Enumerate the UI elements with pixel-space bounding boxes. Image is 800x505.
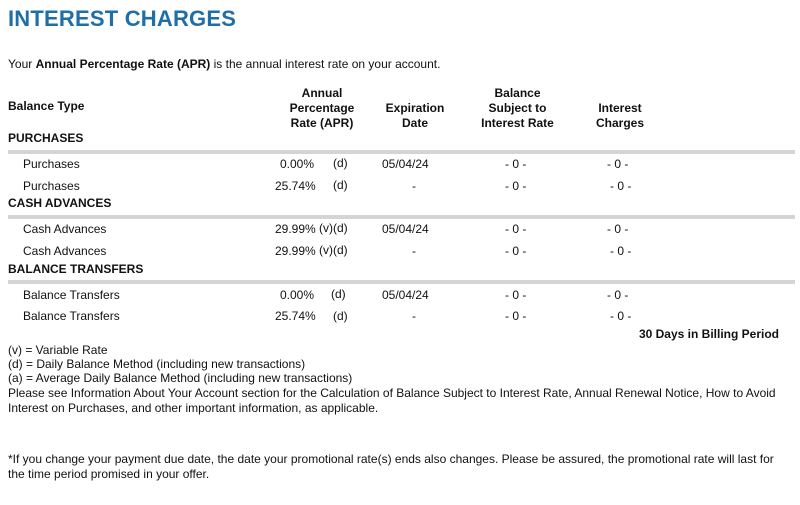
intro-post: is the annual interest rate on your account.	[210, 57, 441, 71]
expiration-date: 05/04/24	[382, 157, 429, 171]
apr-flag: (d)	[333, 156, 348, 170]
note-average-daily-balance: (a) = Average Daily Balance Method (including new transactions)	[8, 371, 353, 385]
apr-flag: (v)(d)	[319, 221, 348, 235]
apr-flag: (d)	[333, 309, 348, 323]
expiration-date: -	[412, 244, 416, 258]
expiration-date: -	[412, 179, 416, 193]
interest-charge: - 0 -	[607, 222, 629, 236]
balance-subject: - 0 -	[505, 157, 527, 171]
intro-pre: Your	[8, 57, 36, 71]
balance-subject: - 0 -	[505, 244, 527, 258]
interest-charge: - 0 -	[610, 309, 632, 323]
expiration-date: -	[412, 309, 416, 323]
header-int-line2: Charges	[595, 116, 645, 130]
apr-value: 0.00%	[280, 288, 315, 302]
header-exp-line1: Expiration	[385, 101, 445, 115]
balance-subject: - 0 -	[505, 309, 527, 323]
header-apr	[272, 86, 372, 131]
balance-subject: - 0 -	[505, 288, 527, 302]
note-promotional-rate: *If you change your payment due date, the date your promotional rate(s) ends also changes. Please be assured, the promotional rate will last for the time period promised in your offer.	[8, 452, 774, 481]
section-title-purchases: PURCHASES	[8, 131, 84, 145]
row-label: Balance Transfers	[23, 288, 120, 302]
apr-flag: (v)(d)	[319, 243, 348, 257]
header-balance-subject	[465, 86, 570, 131]
section-divider	[8, 150, 795, 154]
interest-charge: - 0 -	[607, 157, 629, 171]
interest-charge: - 0 -	[610, 244, 632, 258]
apr-value: 0.00%	[280, 157, 315, 171]
apr-value: 29.99%	[275, 244, 316, 258]
interest-charge: - 0 -	[610, 179, 632, 193]
section-title-cash-advances: CASH ADVANCES	[8, 196, 112, 210]
apr-value: 29.99%	[275, 222, 316, 236]
header-balance-type: Balance Type	[8, 99, 85, 113]
row-label: Cash Advances	[23, 244, 107, 258]
note-daily-balance: (d) = Daily Balance Method (including new transactions)	[8, 357, 306, 371]
header-expiration	[370, 101, 460, 131]
row-label: Cash Advances	[23, 222, 107, 236]
apr-flag: (d)	[333, 178, 348, 192]
note-information: Please see Information About Your Account section for the Calculation of Balance Subject to Interest Rate, Annual Renewal Notice, How to Avoid Interest on Purchases, and other important information, as applicable.	[8, 386, 776, 415]
section-divider	[8, 215, 795, 219]
apr-value: 25.74%	[275, 309, 316, 323]
expiration-date: 05/04/24	[382, 222, 429, 236]
section-title-balance-transfers: BALANCE TRANSFERS	[8, 262, 144, 276]
header-bal-line2: Subject to	[488, 101, 547, 115]
header-apr-line1: Annual	[301, 86, 343, 100]
balance-subject: - 0 -	[505, 222, 527, 236]
header-exp-line2: Date	[401, 116, 428, 130]
page-title: INTEREST CHARGES	[8, 6, 237, 31]
expiration-date: 05/04/24	[382, 288, 429, 302]
intro-bold: Annual Percentage Rate (APR)	[35, 57, 211, 71]
header-bal-line1: Balance	[494, 86, 541, 100]
note-variable-rate: (v) = Variable Rate	[8, 343, 108, 357]
apr-flag: (d)	[331, 287, 346, 301]
apr-value: 25.74%	[275, 179, 316, 193]
header-apr-line2: Percentage	[289, 101, 355, 115]
header-apr-line3: Rate (APR)	[290, 116, 354, 130]
row-label: Balance Transfers	[23, 309, 120, 323]
header-interest-charges	[575, 101, 665, 131]
balance-subject: - 0 -	[505, 179, 527, 193]
interest-charge: - 0 -	[607, 288, 629, 302]
row-label: Purchases	[23, 179, 80, 193]
billing-period: 30 Days in Billing Period	[638, 327, 779, 341]
section-divider	[8, 280, 795, 284]
apr-intro	[8, 57, 440, 71]
header-int-line1: Interest	[598, 101, 642, 115]
row-label: Purchases	[23, 157, 80, 171]
header-bal-line3: Interest Rate	[481, 116, 554, 130]
